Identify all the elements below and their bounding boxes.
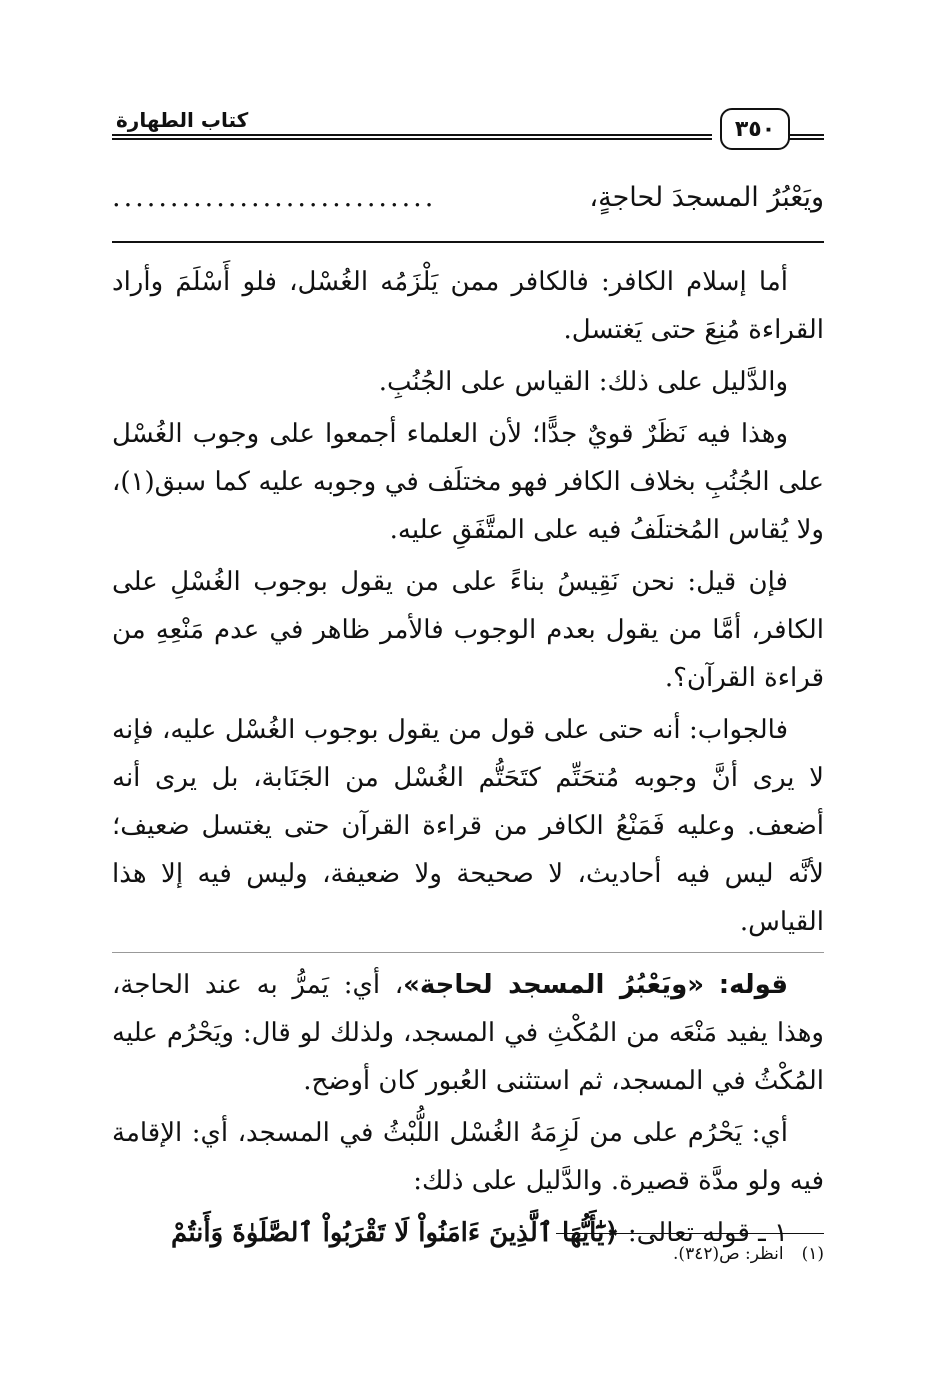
matn-line	[112, 175, 824, 219]
header-rule	[788, 138, 824, 140]
matn-separator	[112, 241, 824, 243]
qawluh-explanation: ، أي: يَمرُّ به عند الحاجة، وهذا يفيد مَنْعَه من المُكْثِ في المسجد، ولذلك لو قال: ويَحْرُم عليه المُكْثُ في المسجد، ثم استثنى العُبور كان أوضح.	[112, 970, 824, 1096]
header-rule	[788, 134, 824, 136]
paragraph: فالجواب: أنه حتى على قول من يقول بوجوب الغُسْل عليه، فإنه لا يرى أنَّ وجوبه مُتحَتِّم كتَحَتُّم الغُسْل من الجَنَابة، بل يرى أنه أضعف. وعليه فَمَنْعُ الكافر من قراءة القرآن حتى يغتسل ضعيف؛ لأنَّه ليس فيه أحاديث، لا صحيحة ولا ضعيفة، وليس فيه إلا هذا القياس.	[112, 715, 824, 937]
paragraph: فإن قيل: نحن نَقِيسُ بناءً على من يقول بوجوب الغُسْلِ على الكافر، أمَّا من يقول بعدم الوجوب فالأمر ظاهر في عدم مَنْعِهِ من قراءة القرآن؟.	[112, 567, 824, 693]
footnote	[556, 1244, 824, 1264]
footnote-number: (١)	[801, 1244, 824, 1264]
paragraph: أي: يَحْرُم على من لَزِمَهُ الغُسْل اللُّبْثُ في المسجد، أي: الإقامة فيه ولو مدَّة قصيرة. والدَّليل على ذلك:	[112, 1118, 824, 1196]
qawluh-label: قوله:	[718, 970, 788, 1000]
page-header	[112, 100, 824, 150]
header-rule	[112, 138, 712, 140]
page-number: ٣٥٠	[720, 108, 790, 150]
book-title: كتاب الطهارة	[116, 108, 249, 132]
evidence-prefix: ١ ـ قوله تعالى:	[627, 1218, 788, 1248]
commentary-body	[112, 258, 824, 1261]
footnote-text: انظر: ص(٣٤٢).	[673, 1244, 784, 1264]
paragraph: أما إسلام الكافر: فالكافر ممن يَلْزَمُه الغُسْل، فلو أَسْلَمَ وأراد القراءة مُنِعَ حتى يَغتسل.	[112, 267, 824, 345]
quran-verse: ﴿يَٰٓأَيُّهَا ٱلَّذِينَ ءَامَنُواْ لَا تَقْرَبُواْ ٱلصَّلَوٰةَ وَأَنتُمْ	[171, 1218, 620, 1248]
footnote-rule	[556, 1233, 824, 1234]
matn-text: ويَعْبُرُ المسجدَ لحاجةٍ،	[589, 181, 824, 213]
matn-dots: ............................	[112, 181, 437, 213]
qawluh-paragraph	[112, 961, 824, 1105]
section-divider	[112, 952, 824, 953]
header-rule	[112, 134, 712, 136]
paragraph: وهذا فيه نَظَرٌ قويٌ جدًّا؛ لأن العلماء أجمعوا على وجوب الغُسْل على الجُنُبِ بخلاف الكافر فهو مختلَف في وجوبه عليه كما سبق(١)، ولا يُقاس المُختلَفُ فيه على المتَّفَقِ عليه.	[112, 419, 824, 545]
paragraph: والدَّليل على ذلك: القياس على الجُنُبِ.	[378, 367, 788, 397]
qawluh-quote: «ويَعْبُرُ المسجد لحاجة»	[403, 970, 705, 1000]
